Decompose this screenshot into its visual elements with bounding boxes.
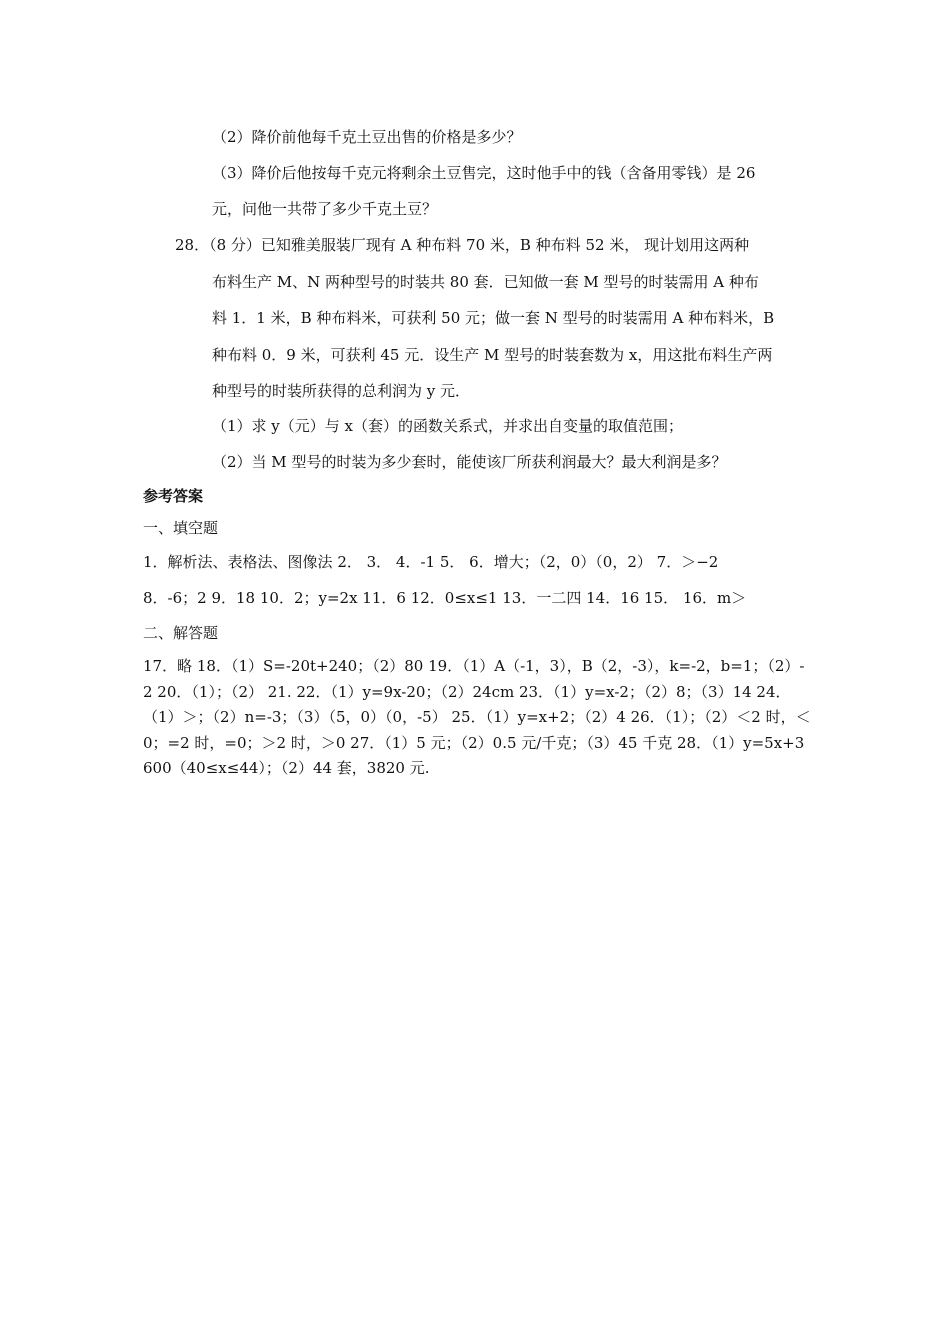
fill-in-answers-line-1: 1．解析法、表格法、图像法 2． 3． 4．-1 5． 6．增大；（2，0）（0，2） 7．＞−2 [143,553,719,571]
question-28-line-4: 种布料 0．9 米，可获利 45 元．设生产 M 型号的时装套数为 x，用这批布料生产两 [212,346,773,364]
solution-answers-text: 17．略 18．（1）S=-20t+240；（2）80 19．（1）A（-1，3），B（2，-3），k=-2，b=1；（2）-2 20．（1）；（2） 21. 22．（1）y=9x-20；（2）24cm 23．（1）y=x-2；（2）8；（3）14 24．（1）＞；（2）n=-3；（3）（5，0）（0，-5） 25．（1）y=x+2；（2）4 26．（1）；（2）＜2 时，＜0；=2 时，=0；＞2 时，＞0 27．（1）5 元；（2）0.5 元/千克；（3）45 千克 28．（1）y=5x+3600（40≤x≤44）；（2）44 套，3820 元. [143,657,811,777]
question-28-part-2: （2）当 M 型号的时装为多少套时，能使该厂所获利润最大？最大利润是多？ [212,453,727,471]
question-27-part-3-line-1: （3）降价后他按每千克元将剩余土豆售完，这时他手中的钱（含备用零钱）是 26 [212,164,756,182]
question-27-part-3-line-2: 元，问他一共带了多少千克土豆？ [212,200,438,218]
question-28-line-1: 28．（8 分）已知雅美服装厂现有 A 种布料 70 米，B 种布料 52 米， 现计划用这两种 [175,236,750,254]
question-28-line-3: 料 1．1 米，B 种布料米，可获利 50 元；做一套 N 型号的时装需用 A 种布料米，B [212,309,775,327]
answers-heading: 参考答案 [143,487,204,505]
question-28-line-2: 布料生产 M、N 两种型号的时装共 80 套．已知做一套 M 型号的时装需用 A 种布 [212,273,759,291]
question-28-line-5: 种型号的时装所获得的总利润为 y 元． [212,382,471,400]
question-28-part-1: （1）求 y（元）与 x（套）的函数关系式，并求出自变量的取值范围； [212,417,684,435]
fill-in-answers-line-2: 8．-6；2 9．18 10．2；y=2x 11．6 12．0≤x≤1 13．一二四 14．16 15． 16．m＞ [143,589,747,607]
fill-in-section-title: 一、填空题 [143,519,219,537]
solution-section-title: 二、解答题 [143,624,219,642]
question-27-part-2: （2）降价前他每千克土豆出售的价格是多少？ [212,128,522,146]
